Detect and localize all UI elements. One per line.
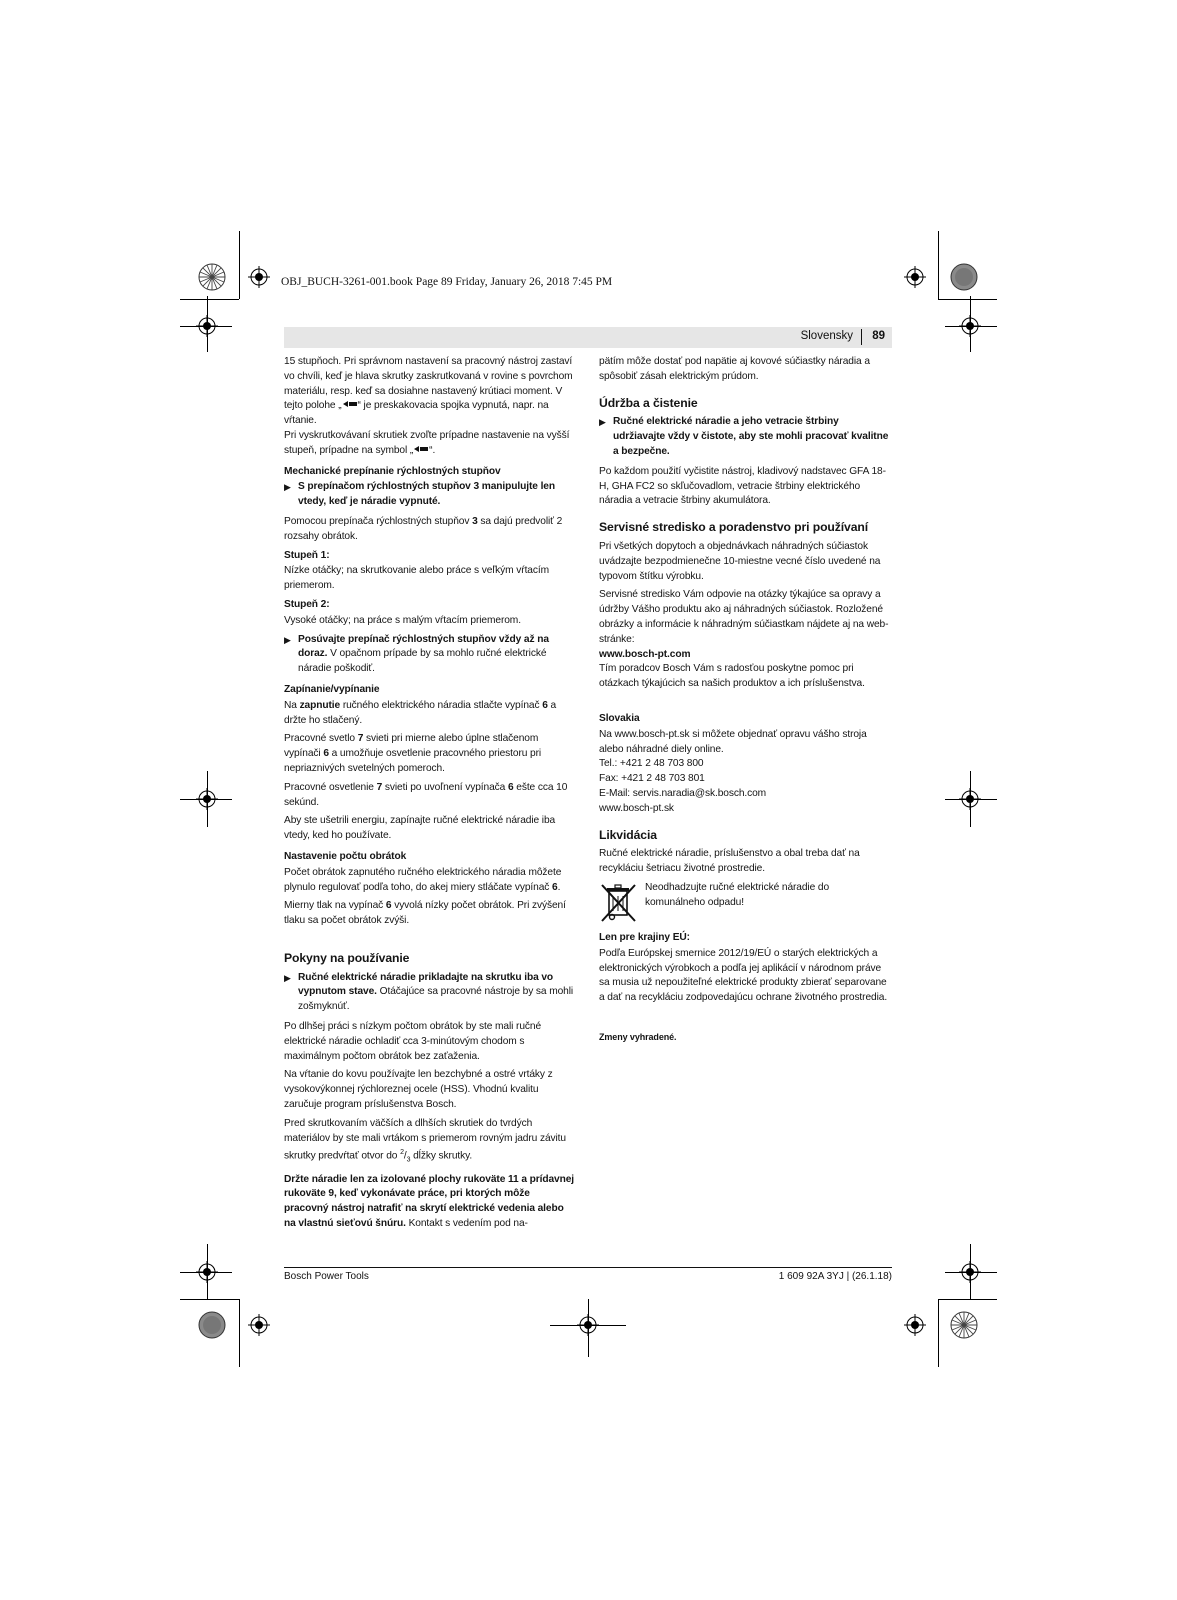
weee-notice xyxy=(599,881,891,925)
paragraph: pätím môže dostať pod napätie aj kovové súčiastky náradia a spôsobiť zásah elektrickým prúdom. xyxy=(599,356,870,382)
bullet-arrow-icon: ▶ xyxy=(599,417,606,428)
heading-usage-tips: Pokyny na používanie xyxy=(284,950,410,965)
crop-mark xyxy=(938,1299,997,1300)
heading-maintenance: Údržba a čistenie xyxy=(599,395,698,410)
contact-email[interactable]: E-Mail: servis.naradia@sk.bosch.com xyxy=(599,787,767,799)
header-divider xyxy=(861,329,862,345)
bosch-website-link[interactable]: www.bosch-pt.com xyxy=(599,648,691,660)
paragraph: Po každom použití vyčistite nástroj, kladivový nadstavec GFA 18-H, GHA FC2 so skľučovadlom, vetracie štrbiny elektrického náradia a vetracie štrbiny akumulátora. xyxy=(599,465,886,507)
print-slug: OBJ_BUCH-3261-001.book Page 89 Friday, January 26, 2018 7:45 PM xyxy=(281,276,613,288)
contact-website[interactable]: www.bosch-pt.sk xyxy=(599,802,674,814)
gray-disc-print-mark-icon xyxy=(950,263,978,291)
crosshair-registration-icon xyxy=(196,315,218,337)
crosshair-registration-icon xyxy=(248,1314,270,1336)
contact-phone: Tel.: +421 2 48 703 800 xyxy=(599,758,704,770)
right-column xyxy=(599,355,891,1049)
gray-disc-print-mark-icon xyxy=(198,1311,226,1339)
crop-mark xyxy=(180,299,239,300)
crossed-out-wheelie-bin-icon xyxy=(599,881,639,925)
bullet-arrow-icon: ▶ xyxy=(284,482,291,493)
paragraph: Pred skrutkovaním väčších a dlhších skrutiek do tvrdých materiálov by ste mali vrtákom s priemerom rovným jadru závitu skrutky predvŕtať otvor do $^2/_3$ dĺžky skrutky. xyxy=(284,1117,566,1164)
changes-reserved-note: Zmeny vyhradené. xyxy=(599,1031,677,1042)
crosshair-registration-icon xyxy=(904,266,926,288)
star-target-print-mark-icon xyxy=(198,263,226,291)
paragraph: Na vŕtanie do kovu používajte len bezchybné a ostré vrtáky z vysokovýkonnej rýchloreznej ocele (HSS). Vhodnú kvalitu zaručuje program príslušenstva Bosch. xyxy=(284,1069,553,1111)
running-header xyxy=(284,327,892,348)
paragraph: Vysoké otáčky; na práce s malým vŕtacím priemerom. xyxy=(284,614,521,626)
paragraph: Pomocou prepínača rýchlostných stupňov 3 sa dajú predvoliť 2 rozsahy obrátok. xyxy=(284,515,563,542)
heading-disposal: Likvidácia xyxy=(599,827,657,842)
paragraph: Pri vyskrutkovávaní skrutiek zvoľte prípadne nastavenie na vyšší stupeň, prípadne na symbol „ “. xyxy=(284,429,570,456)
paragraph: Podľa Európskej smernice 2012/19/EÚ o starých elektrických a elektronických výrobkoch a podľa jej aplikácií v národnom práve sa musia už nepoužiteľné elektrické produkty zbierať separovane a dať na recykláciu zodpovedajúcu ochrane životného prostredia. xyxy=(599,947,888,1004)
paragraph: Pracovné osvetlenie 7 svieti po uvoľnení vypínača 6 ešte cca 10 sekúnd. xyxy=(284,781,568,808)
paragraph: Počet obrátok zapnutého ručného elektrického náradia môžete plynulo regulovať podľa toho, do akej miery stláčate vypínač 6. xyxy=(284,866,562,893)
contact-fax: Fax: +421 2 48 703 801 xyxy=(599,773,705,785)
crosshair-registration-icon xyxy=(196,1261,218,1283)
paragraph: Po dlhšej práci s nízkym počtom obrátok by ste mali ručné elektrické náradie ochladiť cca 3-minútovým chodom s maximálnym počtom obrátok bez zaťaženia. xyxy=(284,1021,542,1062)
weee-text: Neodhadzujte ručné elektrické náradie do komunálneho odpadu! xyxy=(645,881,830,908)
crop-mark xyxy=(239,1299,240,1367)
crop-mark xyxy=(239,231,240,299)
paragraph: Aby ste ušetrili energiu, zapínajte ručné elektrické náradie iba vtedy, ked ho používate. xyxy=(284,815,556,842)
bullet-arrow-icon: ▶ xyxy=(284,634,291,645)
crosshair-registration-icon xyxy=(959,1261,981,1283)
crosshair-registration-icon xyxy=(959,788,981,810)
crosshair-registration-icon xyxy=(904,1314,926,1336)
warning-bullet: ▶ Ručné elektrické náradie prikladajte na skrutku iba vo vypnutom stave. Otáčajúce sa pracovné nástroje by sa mohli zošmyknúť. xyxy=(284,971,575,1015)
subheading-eu-only: Len pre krajiny EÚ: xyxy=(599,931,690,943)
subheading-gear-switching: Mechanické prepínanie rýchlostných stupňov xyxy=(284,465,501,477)
footer-doc-number: 1 609 92A 3YJ | (26.1.18) xyxy=(778,1271,892,1282)
paragraph: Držte náradie len za izolované plochy rukoväte 11 a prídavnej rukoväte 9, keď vykonávate práce, pri ktorých môže pracovný nástroj natrafiť na skrytí elektrické vedenia alebo na vlastnú sieťovú šnúru. Kontakt s vedením pod na- xyxy=(284,1173,575,1230)
drill-bit-symbol-icon xyxy=(342,400,358,411)
paragraph: Ručné elektrické náradie, príslušenstvo a obal treba dať na recykláciu šetriacu životné prostredie. xyxy=(599,848,860,875)
crop-mark xyxy=(938,231,939,299)
paragraph: Nízke otáčky; na skrutkovanie alebo práce s veľkým vŕtacím priemerom. xyxy=(284,565,549,592)
subheading-stage-2: Stupeň 2: xyxy=(284,598,330,610)
bullet-arrow-icon: ▶ xyxy=(284,972,291,983)
footer-brand: Bosch Power Tools xyxy=(284,1271,369,1282)
crosshair-registration-icon xyxy=(248,266,270,288)
subheading-speed-setting: Nastavenie počtu obrátok xyxy=(284,850,407,862)
paragraph: Na zapnutie ručného elektrického náradia stlačte vypínač 6 a držte ho stlačený. xyxy=(284,699,557,726)
subheading-on-off: Zapínanie/vypínanie xyxy=(284,683,380,695)
paragraph: Pri všetkých dopytoch a objednávkach náhradných súčiastok uvádzajte bezpodmienečne 10-miestne vecné číslo uvedené na typovom štítku výrobku. xyxy=(599,540,881,582)
star-target-print-mark-icon xyxy=(950,1311,978,1339)
warning-bullet: ▶ S prepínačom rýchlostných stupňov 3 manipulujte len vtedy, keď je náradie vypnuté. xyxy=(284,480,575,510)
crosshair-registration-icon xyxy=(196,788,218,810)
warning-bullet: ▶ Ručné elektrické náradie a jeho vetracie štrbiny udržiavajte vždy v čistote, aby ste mohli pracovať kvalitne a bezpečne. xyxy=(599,415,891,459)
paragraph: Pracovné svetlo 7 svieti pri mierne alebo úplne stlačenom vypínači 6 a umožňuje osvetlenie pracovného priestoru pri nepriaznivých svetelných pomeroch. xyxy=(284,733,542,774)
subheading-slovakia: Slovakia xyxy=(599,712,640,724)
paragraph: Na www.bosch-pt.sk si môžete objednať opravu vášho stroja alebo náhradné diely online. xyxy=(599,728,867,755)
header-language: Slovensky xyxy=(800,330,853,342)
crosshair-registration-icon xyxy=(577,1314,599,1336)
paragraph: Mierny tlak na vypínač 6 vyvolá nízky počet obrátok. Pri zvýšení tlaku sa počet obrátok zvýši. xyxy=(284,900,566,927)
crop-mark xyxy=(180,1299,239,1300)
paragraph: Tím poradcov Bosch Vám s radosťou poskytne pomoc pri otázkach týkajúcich sa našich produktov a ich príslušenstva. xyxy=(599,663,865,690)
paragraph: Servisné stredisko Vám odpovie na otázky týkajúce sa opravy a údržby Vášho produktu ako aj náhradných súčiastok. Rozložené obrázky a informácie k náhradným súčiastkam nájdete aj na web-stránke: xyxy=(599,589,889,645)
warning-bullet: ▶ Posúvajte prepínač rýchlostných stupňov vždy až na doraz. V opačnom prípade by sa mohlo ručné elektrické náradie poškodiť. xyxy=(284,633,575,677)
crop-mark xyxy=(938,1299,939,1367)
crosshair-registration-icon xyxy=(959,315,981,337)
drill-bit-symbol-icon xyxy=(413,445,429,456)
heading-service: Servisné stredisko a poradenstvo pri používaní xyxy=(599,520,869,535)
left-column xyxy=(284,355,575,1236)
subheading-stage-1: Stupeň 1: xyxy=(284,549,330,561)
crop-mark xyxy=(938,299,997,300)
paragraph: 15 stupňoch. Pri správnom nastavení sa pracovný nástroj zastaví vo chvíli, keď je hlava skrutky zaskrutkovaná v rovine s povrchom materiálu, resp. keď sa dosiahne nastavený krútiaci moment. V tejto polohe „ “ je preskakovacia spojka vypnutá, napr. na vŕtanie. xyxy=(284,356,573,427)
footer-rule xyxy=(284,1267,892,1268)
page-number: 89 xyxy=(872,330,885,342)
